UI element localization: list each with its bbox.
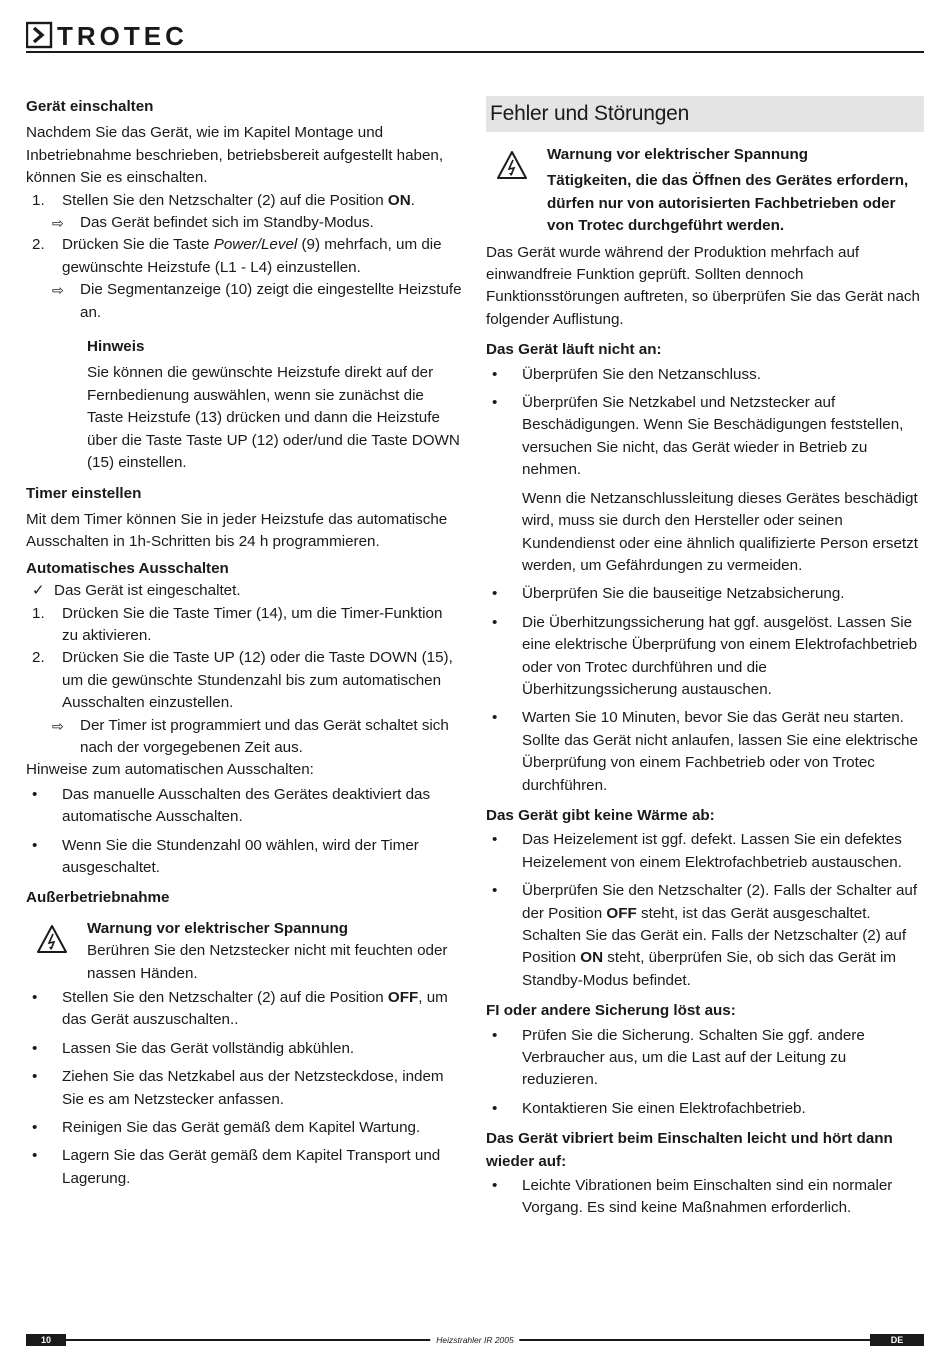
bullet-icon: • — [492, 831, 498, 849]
warning-title: Warnung vor elektrischer Spannung — [547, 146, 809, 163]
bullet-icon: • — [492, 585, 498, 603]
arrow-right-icon: ⇨ — [52, 282, 64, 299]
bullet-icon: • — [492, 365, 498, 383]
arrow-right-icon: ⇨ — [52, 717, 64, 734]
bullet-icon: • — [492, 882, 498, 900]
section-title-decommission: Außerbetriebnahme — [26, 889, 170, 907]
group-title: Das Gerät gibt keine Wärme ab: — [486, 806, 715, 824]
bullet-icon: • — [492, 709, 498, 727]
list-item: • Reinigen Sie das Gerät gemäß dem Kapitel Wartung. — [26, 1117, 462, 1139]
list-item: • Ziehen Sie das Netzkabel aus der Netzsteckdose, indem Sie es am Netzstecker anfassen. — [26, 1066, 462, 1111]
language-code: DE — [870, 1334, 924, 1346]
list-item: • Prüfen Sie die Sicherung. Schalten Sie ggf. andere Verbraucher aus, um die Last auf der Leitung zu reduzieren. — [486, 1025, 924, 1092]
checkmark-icon: ✓ — [32, 582, 45, 600]
page-number: 10 — [26, 1334, 66, 1346]
group-title: Das Gerät läuft nicht an: — [486, 341, 662, 359]
bullet-icon: • — [492, 613, 498, 631]
paragraph: Das Gerät wurde während der Produktion mehrfach auf einwandfreie Funktion geprüft. Sollten dennoch Funktionsstörungen auftreten, so überprüfen Sie das Gerät nach folgender Auflistung. — [486, 243, 920, 328]
list-item: • Überprüfen Sie Netzkabel und Netzstecker auf Beschädigungen. Wenn Sie Beschädigungen feststellen, versuchen Sie nicht, das Gerät wieder in Betrieb zu nehmen. — [486, 392, 924, 482]
list-item: • Warten Sie 10 Minuten, bevor Sie das Gerät neu starten. Sollte das Gerät nicht anlaufen, lassen Sie eine elektrische Überprüfung von einem Fachbetrieb oder von Trotec durchführen. — [486, 707, 924, 797]
warning-text: Berühren Sie den Netzstecker nicht mit feuchten oder nassen Händen. — [87, 942, 448, 982]
section-title-einschalten: Gerät einschalten — [26, 98, 154, 115]
bullet-icon: • — [492, 1026, 498, 1044]
warning-text: Tätigkeiten, die das Öffnen des Gerätes erfordern, dürfen nur von autorisierten Fachbetrieben oder von Trotec durchgeführt werden. — [547, 172, 909, 235]
paragraph: Mit dem Timer können Sie in jeder Heizstufe das automatische Ausschalten in 1h-Schritten bis 24 h programmieren. — [26, 510, 448, 551]
warning-box — [26, 918, 462, 985]
warning-box — [486, 144, 924, 238]
bullet-icon: • — [32, 989, 38, 1007]
bullet-icon: • — [32, 1039, 38, 1057]
bullet-icon: • — [492, 394, 498, 412]
warning-title: Warnung vor elektrischer Spannung — [87, 919, 349, 937]
model-name: Heizstrahler IR 2005 — [430, 1333, 519, 1347]
bullet-icon: • — [32, 785, 38, 803]
list-item: • Wenn Sie die Stundenzahl 00 wählen, wird der Timer ausgeschaltet. — [26, 835, 462, 880]
paragraph: Wenn die Netzanschlussleitung dieses Gerätes beschädigt wird, muss sie durch den Hersteller oder seinen Kundendienst oder eine ähnlich qualifizierte Person ersetzt werden, um Gefährdungen zu vermeiden. — [522, 489, 918, 574]
page-footer — [26, 1334, 924, 1346]
group-title: Das Gerät vibriert beim Einschalten leicht und hört dann wieder auf: — [486, 1130, 893, 1170]
list-item: • Überprüfen Sie den Netzschalter (2). Falls der Schalter auf der Position OFF steht, ist das Gerät ausgeschaltet. Schalten Sie das Gerät ein. Falls der Netzschalter (2) auf Position ON steht, überprüfen Sie, ob sich das Gerät im Standby-Modus befindet. — [486, 880, 924, 992]
list-item: • Lassen Sie das Gerät vollständig abkühlen. — [26, 1038, 462, 1060]
section-heading-errors: Fehler und Störungen — [486, 96, 924, 132]
list-item: • Die Überhitzungssicherung hat ggf. ausgelöst. Lassen Sie eine elektrische Überprüfung von einem Elektrofachbetrieb oder von Trotec durchführen und die Überhitzungssicherung austauschen. — [486, 612, 924, 702]
list-item: • Lagern Sie das Gerät gemäß dem Kapitel Transport und Lagerung. — [26, 1145, 462, 1190]
list-item: • Leichte Vibrationen beim Einschalten sind ein normaler Vorgang. Es sind keine Maßnahmen erforderlich. — [486, 1175, 924, 1220]
step-item: 1. Stellen Sie den Netzschalter (2) auf die Position ON. — [32, 191, 415, 209]
header-rule — [26, 51, 924, 53]
bullet-icon: • — [32, 1068, 38, 1086]
list-item: • Überprüfen Sie den Netzanschluss. — [486, 364, 924, 386]
bullet-icon: • — [492, 1099, 498, 1117]
left-column — [26, 96, 462, 1190]
bullet-icon: • — [32, 1147, 38, 1165]
step-item: 2. Drücken Sie die Taste UP (12) oder die Taste DOWN (15), um die gewünschte Stundenzahl bis zum automatischen Ausschalten einzustellen. — [32, 649, 453, 712]
group-title: FI oder andere Sicherung löst aus: — [486, 1002, 736, 1020]
bullet-icon: • — [32, 836, 38, 854]
list-item: • Überprüfen Sie die bauseitige Netzabsicherung. — [486, 583, 924, 605]
right-column — [486, 96, 924, 1220]
result-item: ⇨ Die Segmentanzeige (10) zeigt die eingestellte Heizstufe an. — [26, 279, 462, 324]
step-item: 2. Drücken Sie die Taste Power/Level (9) mehrfach, um die gewünschte Heizstufe (L1 - L4) einzustellen. — [32, 236, 442, 276]
electric-warning-icon — [496, 150, 528, 180]
trotec-logo-icon — [26, 20, 226, 50]
list-item: • Das manuelle Ausschalten des Gerätes deaktiviert das automatische Ausschalten. — [26, 784, 462, 829]
hint-box — [26, 336, 462, 474]
result-item: ⇨ Der Timer ist programmiert und das Gerät schaltet sich nach der vorgegebenen Zeit aus. — [26, 715, 462, 760]
hint-text: Sie können die gewünschte Heizstufe direkt auf der Fernbedienung auswählen, wenn sie zunächst die Taste Heizstufe (13) drücken und dann die Heizstufe über die Taste Taste UP (12) oder/und die Taste DOWN (15) einstellen. — [87, 364, 460, 472]
result-item: ⇨ Das Gerät befindet sich im Standby-Modus. — [26, 212, 462, 234]
section-title-timer: Timer einstellen — [26, 484, 142, 502]
section-title-auto-off: Automatisches Ausschalten — [26, 559, 229, 577]
brand-logo — [26, 20, 226, 50]
arrow-right-icon: ⇨ — [52, 215, 64, 232]
bullet-icon: • — [492, 1177, 498, 1195]
paragraph: Nachdem Sie das Gerät, wie im Kapitel Montage und Inbetriebnahme beschrieben, betriebsbereit aufgestellt haben, können Sie es einschalten. — [26, 124, 444, 187]
bullet-icon: • — [32, 1119, 38, 1137]
paragraph: Hinweise zum automatischen Ausschalten: — [26, 761, 314, 779]
electric-warning-icon — [36, 924, 68, 954]
list-item: • Kontaktieren Sie einen Elektrofachbetrieb. — [486, 1098, 924, 1120]
list-item: • Stellen Sie den Netzschalter (2) auf die Position OFF, um das Gerät auszuschalten.. — [26, 987, 462, 1032]
svg-text:TROTEC: TROTEC — [57, 21, 188, 50]
list-item: • Das Heizelement ist ggf. defekt. Lassen Sie ein defektes Heizelement von einem Elektrofachbetrieb austauschen. — [486, 829, 924, 874]
precondition-item: ✓ Das Gerät ist eingeschaltet. — [26, 580, 462, 602]
step-item: 1. Drücken Sie die Taste Timer (14), um die Timer-Funktion zu aktivieren. — [32, 604, 443, 644]
hint-title: Hinweis — [87, 338, 145, 356]
